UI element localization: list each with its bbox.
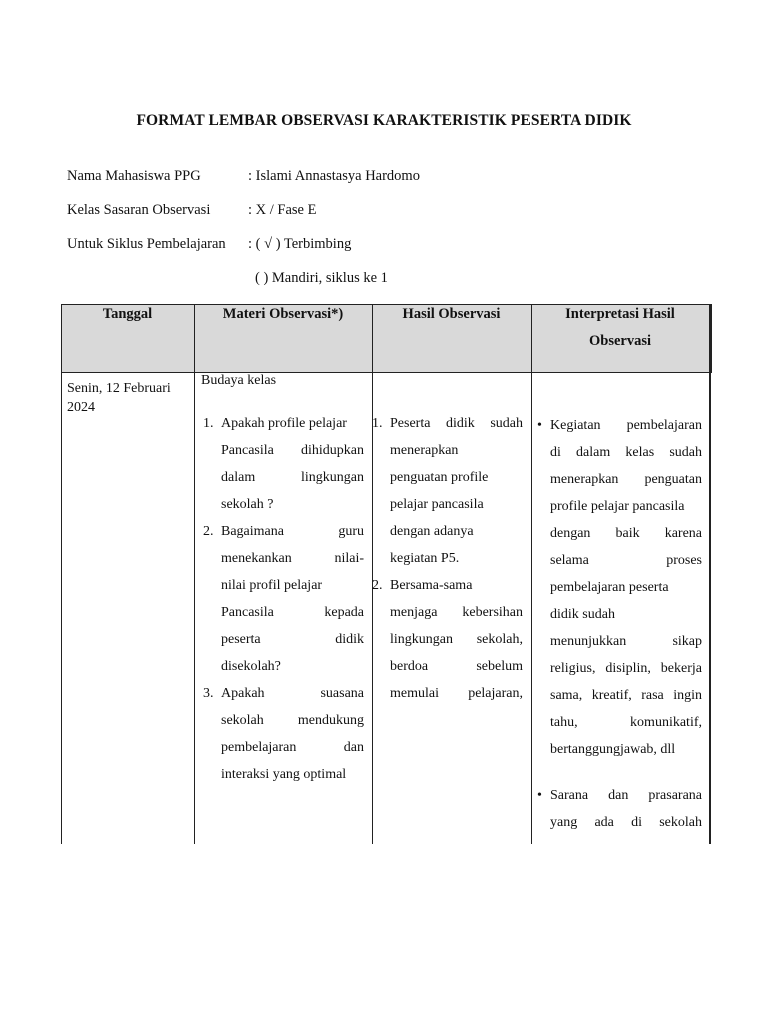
header-tanggal: Tanggal [102,306,153,322]
materi-item-line: pembelajaran dan [221,740,364,755]
page-title: FORMAT LEMBAR OBSERVASI KARAKTERISTIK PESERTA DIDIK [136,112,632,129]
materi-item-line: Pancasila kepada [221,605,364,620]
header-materi: Materi Observasi*) [222,306,344,322]
materi-item-line: peserta didik [221,632,364,647]
table-col-border [372,304,373,844]
header-interpretasi-line2: Observasi [588,333,652,349]
interpretasi-item-line: didik sudah [550,607,615,622]
hasil-item [390,572,523,707]
materi-item-line: Pancasila dihidupkan [221,443,364,458]
materi-item-line: menekankan nilai- [221,551,364,566]
table-col-border [61,304,62,844]
hasil-item-line: lingkungan sekolah, [390,632,523,647]
tanggal-cell [67,379,171,417]
materi-item-line: sekolah ? [221,497,274,512]
table-col-border [194,304,195,844]
materi-number: 3. [203,686,214,701]
hasil-item-line: kegiatan P5. [390,551,460,566]
bullet-icon: • [537,788,542,803]
kelas-value: : X / Fase E [248,202,317,218]
materi-heading: Budaya kelas [201,373,277,388]
interpretasi-item-line: menerapkan penguatan [550,472,702,487]
interpretasi-item-line: Kegiatan pembelajaran [550,418,702,433]
interpretasi-item-line: selama proses [550,553,702,568]
bullet-icon: • [537,418,542,433]
hasil-item-line: berdoa sebelum [390,659,523,674]
interpretasi-item-line: bertanggungjawab, dll [550,742,676,757]
materi-item [221,518,364,680]
header-hasil: Hasil Observasi [402,306,501,322]
siklus-label: Untuk Siklus Pembelajaran [67,236,226,252]
tanggal-line: 2024 [67,400,95,415]
materi-number: 2. [203,524,214,539]
hasil-item-line: pelajar pancasila [390,497,484,512]
siklus-value-2: ( ) Mandiri, siklus ke 1 [255,270,388,286]
hasil-item-line: dengan adanya [390,524,474,539]
header-interpretasi: Interpretasi Hasil [565,306,675,322]
hasil-item [390,410,523,572]
hasil-item-line: memulai pelajaran, [390,686,523,701]
materi-item-line: Apakah suasana [221,686,364,701]
hasil-item-line: Peserta didik sudah [390,416,523,431]
interpretasi-item-line: Sarana dan prasarana [550,788,702,803]
interpretasi-item-line: profile pelajar pancasila [550,499,685,514]
materi-item [221,410,364,518]
materi-item-line: dalam lingkungan [221,470,364,485]
nama-label: Nama Mahasiswa PPG [67,168,201,184]
table-col-border [531,304,532,844]
interpretasi-item-line: dengan baik karena [550,526,702,541]
interpretasi-item [550,412,702,763]
materi-number: 1. [203,416,214,431]
materi-item-line: nilai profil pelajar [221,578,323,593]
hasil-item-line: menerapkan [390,443,459,458]
table-header-border [61,372,711,373]
materi-item-line: Apakah profile pelajar [221,416,347,431]
interpretasi-item-line: di dalam kelas sudah [550,445,702,460]
interpretasi-item [550,782,702,836]
materi-item [221,680,364,788]
interpretasi-item-line: yang ada di sekolah [550,815,702,830]
observation-table [61,304,711,844]
materi-item-line: Bagaimana guru [221,524,364,539]
materi-item-line: sekolah mendukung [221,713,364,728]
hasil-item-line: penguatan profile [390,470,489,485]
interpretasi-item-line: pembelajaran peserta [550,580,669,595]
nama-value: : Islami Annastasya Hardomo [248,168,420,184]
hasil-item-line: menjaga kebersihan [390,605,523,620]
kelas-label: Kelas Sasaran Observasi [67,202,211,218]
hasil-item-line: Bersama-sama [390,578,473,593]
interpretasi-item-line: tahu, komunikatif, [550,715,702,730]
table-col-border [709,304,711,844]
tanggal-line: Senin, 12 Februari [67,381,171,396]
hasil-number: 1. [372,416,383,431]
interpretasi-item-line: sama, kreatif, rasa ingin [550,688,702,703]
siklus-value: : ( √ ) Terbimbing [248,236,352,252]
materi-item-line: disekolah? [221,659,281,674]
materi-item-line: interaksi yang optimal [221,767,347,782]
interpretasi-item-line: religius, disiplin, bekerja [550,661,702,676]
hasil-number: 2. [372,578,383,593]
interpretasi-item-line: menunjukkan sikap [550,634,702,649]
